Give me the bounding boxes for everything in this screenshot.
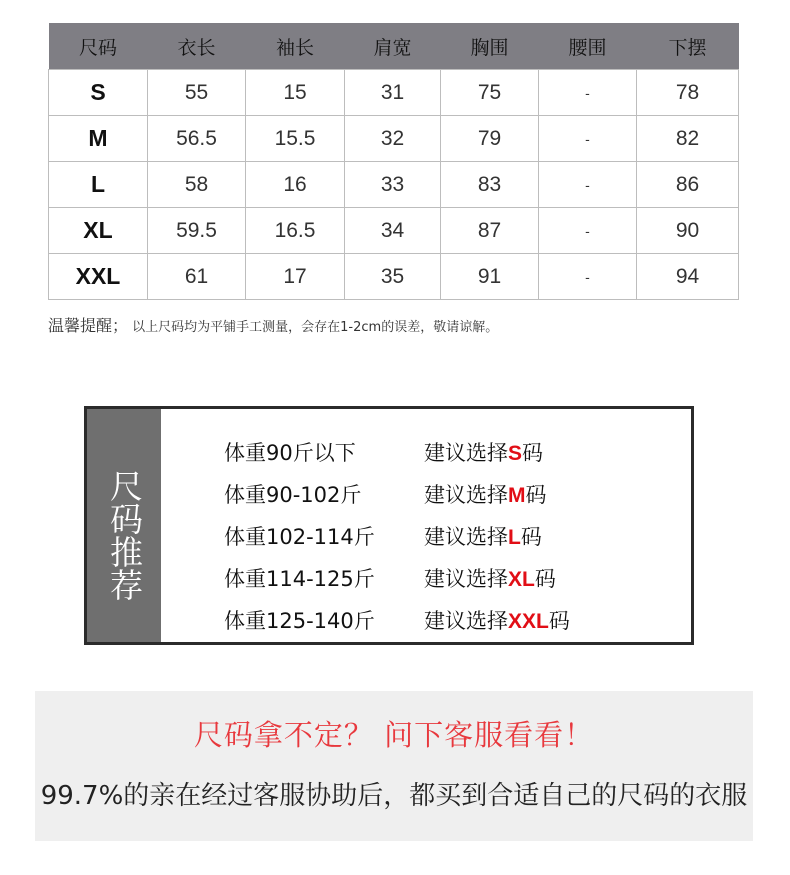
table-cell: 83 — [441, 162, 539, 208]
table-cell: 61 — [148, 254, 246, 300]
size-label: S — [49, 70, 148, 116]
table-cell: 79 — [441, 116, 539, 162]
table-cell: 16 — [246, 162, 345, 208]
measurement-note — [48, 313, 498, 336]
weight-range: 体重102-114斤 — [224, 525, 375, 549]
advice-prefix: 建议选择 — [424, 567, 508, 591]
table-cell: 15.5 — [246, 116, 345, 162]
size-label: L — [49, 162, 148, 208]
size-label: XXL — [49, 254, 148, 300]
table-cell: 34 — [345, 208, 441, 254]
advice-suffix: 码 — [520, 525, 542, 549]
table-cell: 91 — [441, 254, 539, 300]
advice-size: S — [508, 442, 523, 465]
size-recommendation-box — [84, 406, 694, 645]
header-waist: 腰围 — [539, 23, 637, 70]
table-cell: 58 — [148, 162, 246, 208]
advice-size: XXL — [508, 610, 549, 633]
table-cell: 32 — [345, 116, 441, 162]
advice-prefix: 建议选择 — [424, 441, 508, 465]
table-row — [49, 116, 739, 162]
weight-range: 体重90斤以下 — [224, 441, 356, 465]
table-cell: 15 — [246, 70, 345, 116]
advice-prefix: 建议选择 — [424, 525, 508, 549]
weight-range: 体重114-125斤 — [224, 567, 375, 591]
table-cell: 78 — [637, 70, 739, 116]
recommendation-side-label: 尺码推荐 — [105, 469, 144, 601]
advice-size: M — [508, 484, 526, 507]
table-cell: 31 — [345, 70, 441, 116]
table-row — [49, 208, 739, 254]
table-cell: 82 — [637, 116, 739, 162]
table-cell: - — [539, 162, 637, 208]
size-advice — [424, 479, 547, 509]
advice-suffix: 码 — [525, 483, 547, 507]
table-cell: 90 — [637, 208, 739, 254]
table-cell: 17 — [246, 254, 345, 300]
table-cell: 87 — [441, 208, 539, 254]
table-cell: 55 — [148, 70, 246, 116]
size-chart-header-row — [49, 23, 739, 70]
table-cell: 94 — [637, 254, 739, 300]
table-row — [49, 162, 739, 208]
header-hem: 下摆 — [637, 23, 739, 70]
table-cell: 86 — [637, 162, 739, 208]
note-text: 以上尺码均为平铺手工测量，会存在1-2cm的误差，敬请谅解。 — [132, 320, 499, 335]
table-cell: 33 — [345, 162, 441, 208]
banner-title: 尺码拿不定？ 问下客服看看！ — [193, 718, 595, 752]
table-cell: 56.5 — [148, 116, 246, 162]
size-advice — [424, 437, 543, 467]
size-advice — [424, 605, 570, 635]
table-row — [49, 70, 739, 116]
table-cell: 59.5 — [148, 208, 246, 254]
header-shoulder: 肩宽 — [345, 23, 441, 70]
table-cell: 16.5 — [246, 208, 345, 254]
advice-suffix: 码 — [522, 441, 544, 465]
header-size: 尺码 — [49, 23, 148, 70]
advice-suffix: 码 — [548, 609, 570, 633]
size-advice — [424, 563, 556, 593]
header-chest: 胸围 — [441, 23, 539, 70]
weight-range: 体重125-140斤 — [224, 609, 375, 633]
advice-prefix: 建议选择 — [424, 609, 508, 633]
size-label: M — [49, 116, 148, 162]
recommendation-side-panel — [87, 409, 161, 642]
header-sleeve: 袖长 — [246, 23, 345, 70]
table-cell: - — [539, 254, 637, 300]
table-cell: - — [539, 70, 637, 116]
customer-service-banner — [35, 691, 753, 841]
size-label: XL — [49, 208, 148, 254]
table-cell: - — [539, 208, 637, 254]
advice-prefix: 建议选择 — [424, 483, 508, 507]
banner-subtitle: 99.7%的亲在经过客服协助后，都买到合适自己的尺码的衣服 — [40, 781, 748, 811]
advice-suffix: 码 — [534, 567, 556, 591]
size-chart-table — [48, 23, 739, 300]
weight-range: 体重90-102斤 — [224, 483, 362, 507]
advice-size: XL — [508, 568, 535, 591]
table-cell: 75 — [441, 70, 539, 116]
advice-size: L — [508, 526, 521, 549]
header-length: 衣长 — [148, 23, 246, 70]
table-row — [49, 254, 739, 300]
note-lead: 温馨提醒； — [48, 316, 129, 335]
size-advice — [424, 521, 542, 551]
table-cell: - — [539, 116, 637, 162]
table-cell: 35 — [345, 254, 441, 300]
